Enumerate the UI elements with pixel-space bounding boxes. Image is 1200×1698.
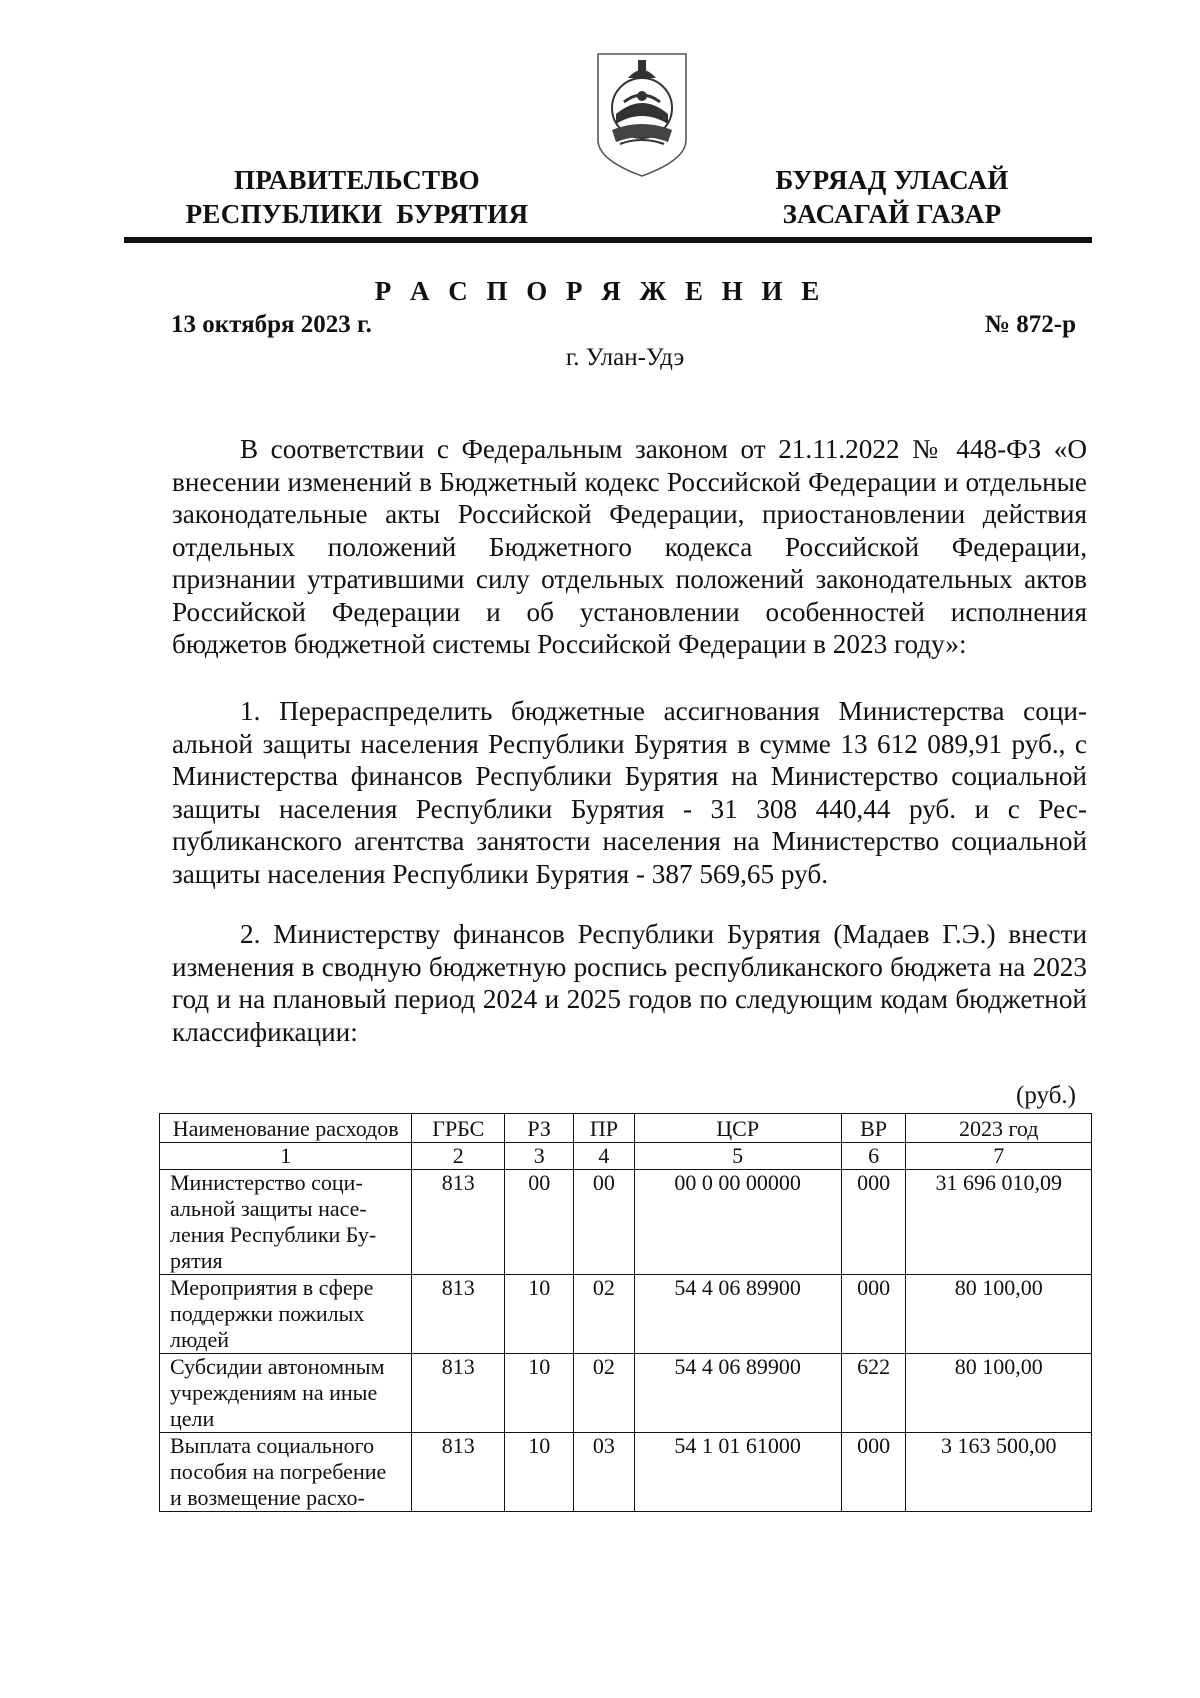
row-vr-cell: 622 [841,1354,906,1433]
column-number-cell: 7 [906,1143,1092,1170]
table-column-number-row [160,1143,1092,1170]
table-row [160,1170,1092,1275]
row-pr-cell: 03 [574,1433,634,1512]
table-row [160,1275,1092,1354]
table-header-cell: ЦСР [634,1114,841,1143]
org-name-russian-line1: ПРАВИТЕЛЬСТВО [234,165,480,195]
row-csr-cell: 54 1 01 61000 [634,1433,841,1512]
row-amount-cell: 31 696 010,09 [906,1170,1092,1275]
row-grbs-cell: 813 [412,1275,505,1354]
table-header-cell: ГРБС [412,1114,505,1143]
column-number-cell: 3 [505,1143,574,1170]
paragraph-preamble-text: В соответствии с Федеральным законом от 21.11.2022 № 448-ФЗ «О внесении изменений в Бюджетный кодекс Российской Федерации и отдельные законодательные акты Российской Федерации, приостановлении действия отдельных положений Бюджетного кодекса Российской Федерации, признании утратившими силу отдельных положений законодательных актов Российской Федерации и об установлении особенностей исполнения бюджетов бюджетной системы Российской Федерации в 2023 году»: [172,434,1087,659]
table-header-cell: Наименование расходов [160,1114,412,1143]
column-number-cell: 4 [574,1143,634,1170]
row-csr-cell: 54 4 06 89900 [634,1275,841,1354]
row-name-cell: Министерство социальной защиты населения Республики Бурятия [160,1170,412,1275]
row-rz-cell: 10 [505,1275,574,1354]
row-pr-cell: 00 [574,1170,634,1275]
row-csr-cell: 00 0 00 00000 [634,1170,841,1275]
row-amount-cell: 80 100,00 [906,1275,1092,1354]
row-grbs-cell: 813 [412,1354,505,1433]
row-name-cell: Субсидии автономным учреждениям на иные цели [160,1354,412,1433]
document-date: 13 октября 2023 г. [171,311,372,338]
row-rz-cell: 10 [505,1354,574,1433]
paragraph-item-1-text: 1. Перераспределить бюджетные ассигнования Министерства социальной защиты населения Республики Бурятия в сумме 13 612 089,91 руб., с Министерства финансов Республики Бурятия на Министерство социальной защиты населения Республики Бурятия - 31 308 440,44 руб. и с Республиканского агентства занятости населения на Министерство социальной защиты населения Республики Бурятия - 387 569,65 руб. [172,696,1087,889]
table-unit: (руб.) [1016,1082,1076,1109]
org-name-buryat [752,163,1032,231]
row-vr-cell: 000 [841,1170,906,1275]
row-csr-cell: 54 4 06 89900 [634,1354,841,1433]
table-header-cell: ВР [841,1114,906,1143]
column-number-cell: 1 [160,1143,412,1170]
org-name-buryat-line1: БУРЯАД УЛАСАЙ [775,165,1009,195]
org-name-russian [172,163,542,231]
org-name-russian-line2: РЕСПУБЛИКИ БУРЯТИЯ [185,199,529,229]
document-title: Р А С П О Р Я Ж Е Н И Е [374,276,826,306]
paragraph-item-2-text: 2. Министерству финансов Республики Бурятия (Мадаев Г.Э.) внести изменения в сводную бюджетную роспись республиканского бюджета на 2023 год и на плановый период 2024 и 2025 годов по следующим кодам бюджетной классификации: [172,919,1087,1047]
coat-of-arms-icon [594,48,690,178]
row-rz-cell: 10 [505,1433,574,1512]
row-amount-cell: 3 163 500,00 [906,1433,1092,1512]
column-number-cell: 6 [841,1143,906,1170]
row-name-cell: Мероприятия в сфере поддержки пожилых людей [160,1275,412,1354]
row-vr-cell: 000 [841,1275,906,1354]
table-header-cell: ПР [574,1114,634,1143]
table-header-cell: РЗ [505,1114,574,1143]
table-header-cell: 2023 год [906,1114,1092,1143]
row-grbs-cell: 813 [412,1433,505,1512]
budget-table [159,1113,1092,1512]
row-rz-cell: 00 [505,1170,574,1275]
table-row [160,1433,1092,1512]
paragraph-preamble [172,433,1087,661]
row-pr-cell: 02 [574,1275,634,1354]
row-pr-cell: 02 [574,1354,634,1433]
paragraph-item-2 [172,918,1087,1048]
row-grbs-cell: 813 [412,1170,505,1275]
header-divider [124,237,1092,243]
row-amount-cell: 80 100,00 [906,1354,1092,1433]
table-header-row [160,1114,1092,1143]
row-vr-cell: 000 [841,1433,906,1512]
column-number-cell: 5 [634,1143,841,1170]
document-city: г. Улан-Удэ [565,344,685,371]
table-row [160,1354,1092,1433]
document-number: № 872-р [984,311,1076,338]
column-number-cell: 2 [412,1143,505,1170]
org-name-buryat-line2: ЗАСАГАЙ ГАЗАР [782,199,1002,229]
row-name-cell: Выплата социального пособия на погребение и возмещение расхо- [160,1433,412,1512]
paragraph-item-1 [172,695,1087,890]
